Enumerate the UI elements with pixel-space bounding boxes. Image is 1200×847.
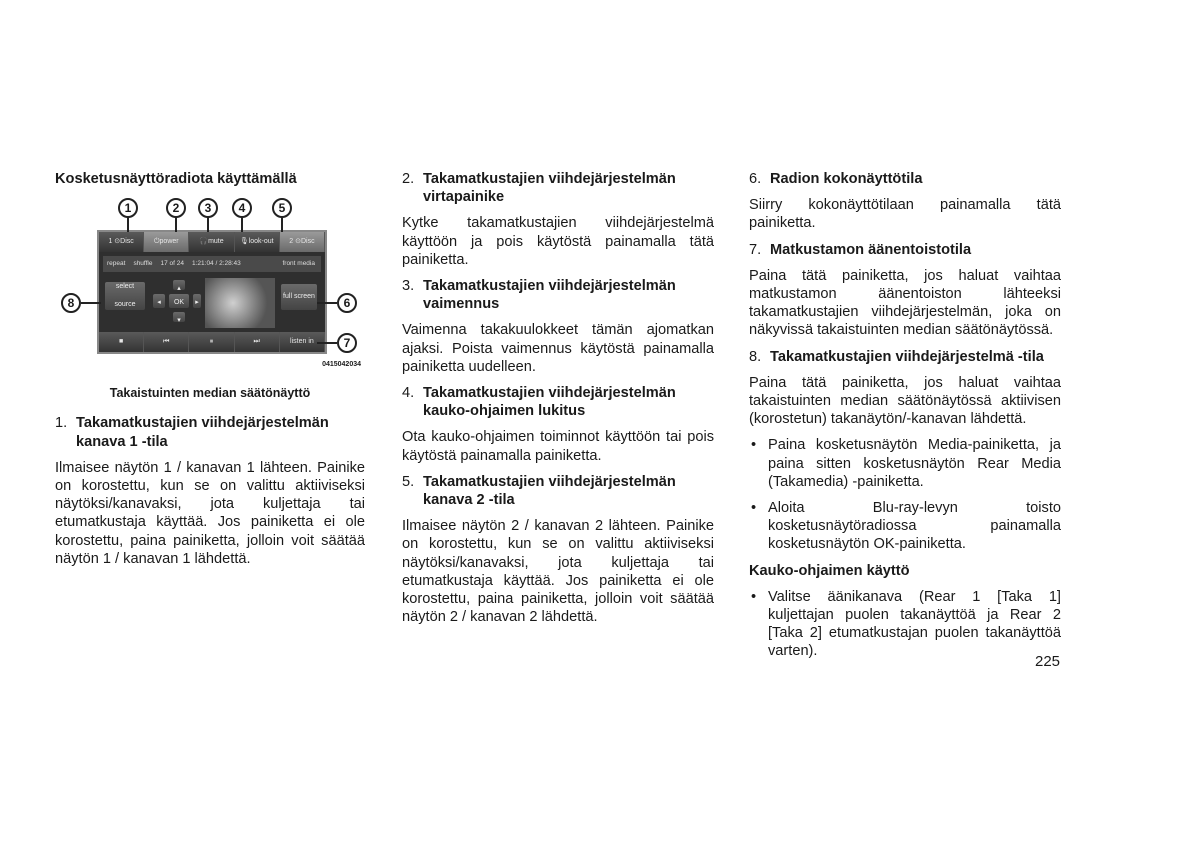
callout-5-line [281, 216, 283, 232]
callout-1-line [127, 216, 129, 232]
callout-7: 7 [337, 333, 357, 353]
item-8-text: Paina tätä painiketta, jos haluat vaihtaa takaistuinten median säätönäytössä aktiivisen (korostetun) takanäytön/-kanavan lähdettä. [749, 374, 1061, 428]
callout-2: 2 [166, 198, 186, 218]
item-6-text: Siirry kokonäyttötilaan painamalla tätä painiketta. [749, 197, 1061, 232]
page-number: 225 [1035, 653, 1061, 670]
section-heading: Kosketusnäyttöradiota käyttämällä [55, 171, 297, 187]
callout-4-line [241, 216, 243, 232]
bullet-item: • Paina kosketusnäytön Media-painiketta, ja paina sitten kosketusnäytön Rear Media (Takamedia) -painiketta. [751, 437, 1061, 490]
callout-6-line [317, 302, 337, 304]
item-2-title: 2. Takamatkustajien viihdejärjestelmän virtapainike [402, 171, 676, 206]
callout-3-line [207, 216, 209, 232]
listen-in-button: listen in [280, 332, 325, 352]
item-3-text: Vaimenna takakuulokkeet tämän ajomatkan ajaksi. Poista vaimennus käytöstä painamalla painiketta uudelleen. [402, 322, 714, 375]
screen-illustration [97, 230, 327, 354]
item-7-text: Paina tätä painiketta, jos haluat vaihtaa matkustamon äänentoiston lähteeksi takamatkustajien viihdejärjestelmän, joka on näkyvissä takaistuinten median säätönäytössä. [749, 267, 1061, 339]
right-arrow-icon: ▸ [193, 294, 201, 308]
callout-3: 3 [198, 198, 218, 218]
figure-caption: Takaistuinten median säätönäyttö [109, 386, 311, 401]
bullet-icon: • [751, 437, 757, 454]
callout-5: 5 [272, 198, 292, 218]
bullet-icon: • [751, 500, 757, 517]
select-source-button: select source [105, 282, 145, 310]
status-row [103, 256, 321, 272]
bottom-button-bar [99, 332, 325, 352]
previous-button: ⏮ [144, 332, 189, 352]
pause-button: ⏸ [189, 332, 234, 352]
item-5-text: Ilmaisee näytön 2 / kanavan 2 lähteen. Painike on korostettu, kun se on valittu aktiiviseksi näytöksi/kanavaksi, jota kuljettaja tai etumatkustaja käyttää. Jos painiketta ei ole korostettu, paina painiketta, jolloin voit säätää näytön 2 / kanavan 2 lähdettä. [402, 518, 714, 626]
stop-button: ■ [99, 332, 144, 352]
callout-7-line [317, 342, 337, 344]
mute-button: 🎧mute [189, 232, 234, 252]
ok-button: OK [169, 294, 189, 308]
item-1-text: Ilmaisee näytön 1 / kanavan 1 lähteen. Painike on korostettu, kun se on valittu aktiiviseksi näytöksi/kanavaksi, jota kuljettaja tai etumatkustaja käyttää. Jos painiketta ei ole korostettu, paina painiketta, jolloin voit säätää näytön 1 / kanavan 1 lähdettä. [55, 459, 365, 567]
left-arrow-icon: ◂ [153, 294, 165, 308]
power-button: ⏻power [144, 232, 189, 252]
item-3-title: 3. Takamatkustajien viihdejärjestelmän vaimennus [402, 278, 676, 313]
lockout-button: 🎙look-out [235, 232, 280, 252]
full-screen-button: full screen [281, 284, 317, 310]
shuffle-label: shuffle [133, 260, 153, 268]
up-arrow-icon: ▴ [173, 280, 185, 290]
item-5-title: 5. Takamatkustajien viihdejärjestelmän kanava 2 -tila [402, 473, 676, 509]
item-4-text: Ota kauko-ohjaimen toiminnot käyttöön tai pois käytöstä painamalla painiketta. [402, 429, 714, 464]
next-button: ⏭ [235, 332, 280, 352]
bullet-icon: • [751, 588, 757, 605]
repeat-label: repeat [107, 260, 126, 268]
item-7-title: 7. Matkustamon äänentoistotila [749, 241, 972, 258]
track-time: 1:21:04 / 2:28:43 [191, 260, 241, 268]
item-4-title: 4. Takamatkustajien viihdejärjestelmän kauko-ohjaimen lukitus [402, 385, 676, 420]
figure-code: 0415042034 [322, 361, 361, 368]
item-2-text: Kytke takamatkustajien viihdejärjestelmä käyttöön ja pois käytöstä painamalla tätä painiketta. [402, 215, 714, 268]
callout-4: 4 [232, 198, 252, 218]
item-1-title: 1. Takamatkustajien viihdejärjestelmän kanava 1 -tila [55, 415, 329, 450]
callout-6: 6 [337, 293, 357, 313]
column-3 [749, 170, 1061, 669]
column-2 [402, 170, 714, 634]
item-8-title: 8. Takamatkustajien viihdejärjestelmä -tila [749, 348, 1044, 365]
down-arrow-icon: ▾ [173, 312, 185, 322]
bullet-item: • Aloita Blu-ray-levyn toisto kosketusnäytöradiossa painamalla kosketusnäytön OK-painiketta. [751, 500, 1061, 553]
top-button-bar [99, 232, 325, 252]
callout-2-line [175, 216, 177, 232]
column-1 [55, 170, 365, 576]
callout-8: 8 [61, 293, 81, 313]
item-6-title: 6. Radion kokonäyttötila [749, 171, 923, 187]
callout-1: 1 [118, 198, 138, 218]
channel-2-button: 2 ⊙Disc [280, 232, 325, 252]
front-media-label: front media [282, 260, 315, 268]
bullet-item: • Valitse äänikanava (Rear 1 [Taka 1] kuljettajan puolen takanäyttöä ja Rear 2 [Taka 2] etumatkustajan puolen takanäyttöä varten). [751, 588, 1061, 660]
callout-8-line [81, 302, 101, 304]
album-art [205, 278, 275, 328]
track-count: 17 of 24 [160, 260, 184, 268]
channel-1-button: 1 ⊙Disc [99, 232, 144, 252]
media-screen-figure [55, 196, 365, 376]
section-heading: Kauko-ohjaimen käyttö [749, 562, 910, 579]
